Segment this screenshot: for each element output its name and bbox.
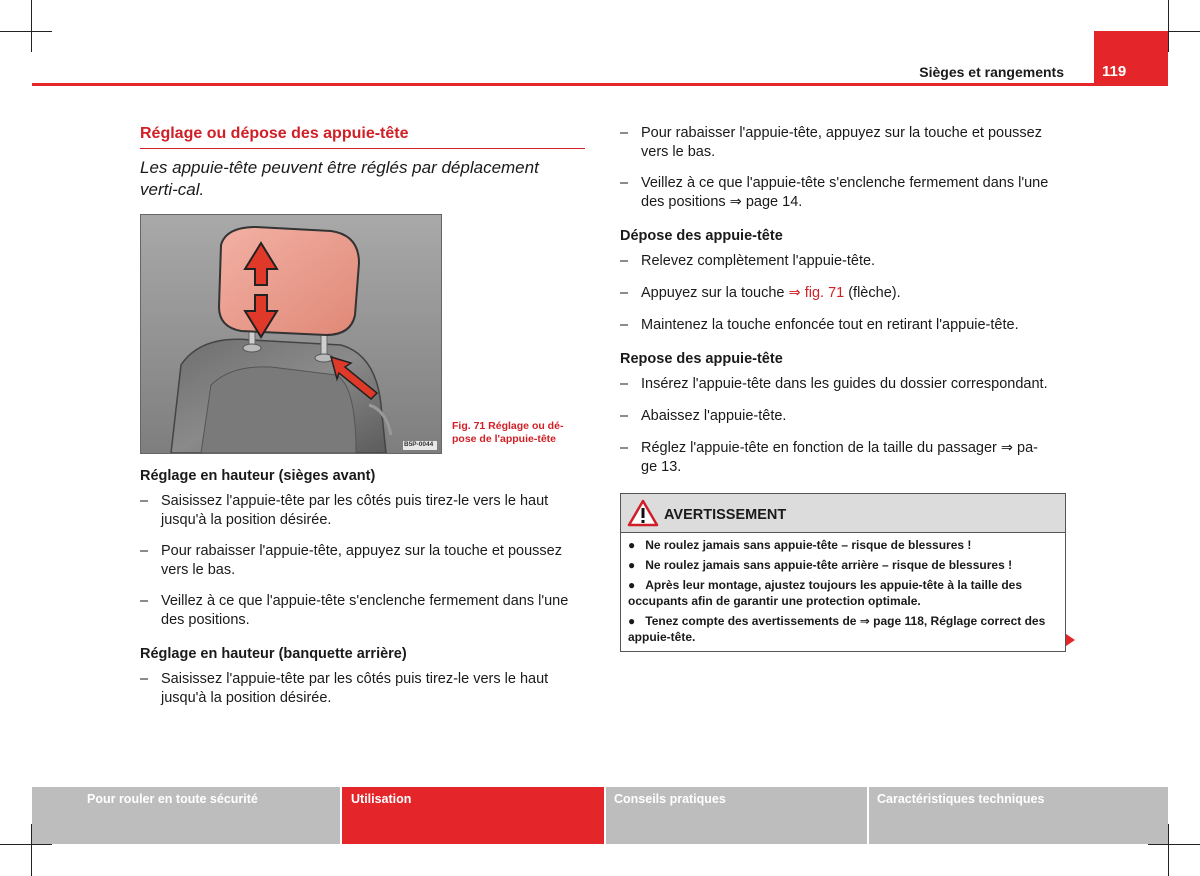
figure-caption [452,420,582,446]
list-item-line: Saisissez l'appuie-tête par les côtés puis tirez-le vers le haut [161,671,549,687]
warning-item [628,613,1058,645]
list-item-line: Abaissez l'appuie-tête. [641,408,787,424]
list-item [620,252,1070,271]
caption-line-2: pose de l'appuie-tête [452,433,557,445]
list-item-line: Saisissez l'appuie-tête par les côtés puis tirez-le vers le haut [161,493,549,509]
headrest-figure [140,214,442,454]
list-item [620,284,1070,303]
continue-arrow-icon [1066,634,1075,646]
warning-body [621,533,1065,645]
headrest-illustration [141,215,441,453]
intro-text-content: Les appuie-tête peuvent être réglés par déplacement verti-cal. [140,158,539,199]
crop-mark [0,844,52,845]
dash-bullet: – [620,253,629,269]
dash-bullet: – [620,440,629,456]
header-rule [32,83,1168,86]
dash-bullet: – [140,593,149,609]
list-item-line: vers le bas. [641,144,716,160]
intro-text [140,157,570,201]
footer-tab-label: Pour rouler en toute sécurité [87,792,258,806]
caption-line-1: Fig. 71 Réglage ou dé- [452,420,564,432]
footer-tab-technical-data[interactable] [869,787,1168,844]
figure-link[interactable]: ⇒ fig. 71 [788,285,845,301]
list-item-line: vers le bas. [161,562,236,578]
warning-box [620,493,1066,652]
warning-item [628,557,1058,573]
footer-tab-label: Conseils pratiques [614,792,726,806]
bullet: ● [628,578,646,592]
dash-bullet: – [620,285,629,301]
left-column-bottom [140,467,590,708]
list-item-line: Maintenez la touche enfoncée tout en retirant l'appuie-tête. [641,317,1019,333]
section-heading: Réglage ou dépose des appuie-tête [140,125,409,142]
chapter-title: Sièges et rangements [919,64,1064,80]
list-item [140,592,590,630]
list-item [140,492,590,530]
warning-item-text: Ne roulez jamais sans appuie-tête arrière – risque de blessures ! [645,558,1013,572]
warning-item-text: Ne roulez jamais sans appuie-tête – risque de blessures ! [645,538,972,552]
crop-mark [1148,844,1200,845]
crop-mark [0,31,52,32]
crop-mark [1168,0,1169,52]
list-item [620,174,1070,212]
list-item-line: Insérez l'appuie-tête dans les guides du dossier correspondant. [641,376,1048,392]
list-item-text: (flèche). [844,285,901,301]
list-item-line: jusqu'à la position désirée. [161,690,332,706]
dash-bullet: – [140,493,149,509]
subheading-rear-bench: Réglage en hauteur (banquette arrière) [140,646,407,662]
dash-bullet: – [140,671,149,687]
list-item-line: des positions. [161,612,250,628]
warning-item-text: Tenez compte des avertissements de ⇒ page 118, Réglage correct des appuie-tête. [628,614,1046,644]
list-item [620,124,1070,162]
right-column [620,124,1070,477]
dash-bullet: – [620,376,629,392]
bullet: ● [628,538,646,552]
footer-tab-label: Utilisation [351,792,412,806]
footer-tab-operation[interactable] [342,787,604,844]
dash-bullet: – [620,317,629,333]
subheading-front-seats: Réglage en hauteur (sièges avant) [140,468,376,484]
warning-header [621,494,1065,533]
bullet: ● [628,558,646,572]
warning-title: AVERTISSEMENT [664,507,787,523]
heading-rule [140,148,585,149]
dash-bullet: – [140,543,149,559]
footer-tab-label: Caractéristiques techniques [877,792,1045,806]
list-item-line: ge 13. [641,459,682,475]
list-item-line [641,284,1070,303]
list-item-line: Relevez complètement l'appuie-tête. [641,253,876,269]
subheading-refit: Repose des appuie-tête [620,351,783,367]
warning-triangle-icon [627,499,659,527]
warning-item [628,537,1058,553]
warning-item-text: Après leur montage, ajustez toujours les appuie-tête à la taille des occupants afin de garantir une protection optimale. [628,578,1023,608]
page-number: 119 [1102,63,1127,80]
subheading-removal: Dépose des appuie-tête [620,228,783,244]
list-item-line: des positions ⇒ page 14. [641,194,803,210]
list-item [620,375,1070,394]
left-column-top [140,124,585,201]
list-item-text: Appuyez sur la touche [641,285,789,301]
list-item-line: Pour rabaisser l'appuie-tête, appuyez sur la touche et poussez [161,543,562,559]
list-item [140,670,590,708]
warning-item [628,577,1058,609]
list-item-line: Réglez l'appuie-tête en fonction de la taille du passager ⇒ pa- [641,440,1039,456]
list-item [140,542,590,580]
dash-bullet: – [620,408,629,424]
crop-mark [31,0,32,52]
list-item [620,407,1070,426]
list-item-line: Pour rabaisser l'appuie-tête, appuyez sur la touche et poussez [641,125,1042,141]
list-item [620,439,1070,477]
dash-bullet: – [620,125,629,141]
figure-code: B5P-0044 [404,441,434,448]
list-item [620,316,1070,335]
dash-bullet: – [620,175,629,191]
list-item-line: Veillez à ce que l'appuie-tête s'enclenche fermement dans l'une [641,175,1049,191]
footer-tab-practical-tips[interactable] [606,787,867,844]
footer-tab-safety[interactable] [32,787,340,844]
bullet: ● [628,614,646,628]
list-item-line: Veillez à ce que l'appuie-tête s'enclenche fermement dans l'une [161,593,569,609]
crop-mark [1168,824,1169,876]
list-item-line: jusqu'à la position désirée. [161,512,332,528]
